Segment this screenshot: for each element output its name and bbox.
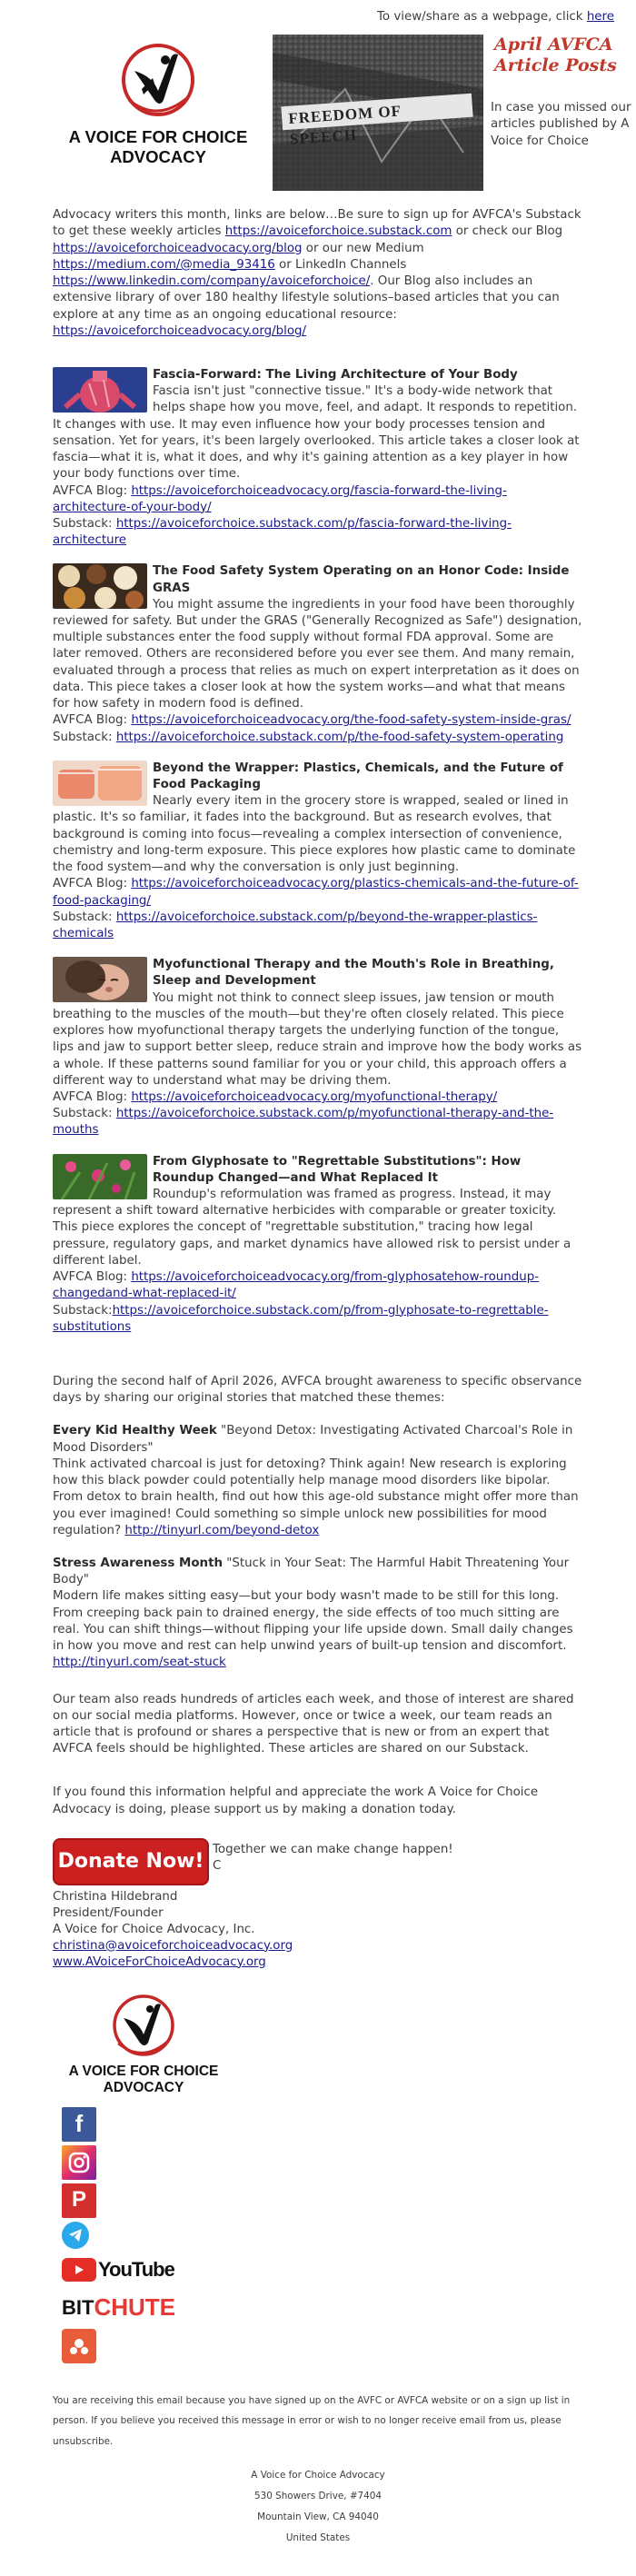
social-paragraph: Our team also reads hundreds of articles each week, and those of interest are shared on our social media platforms. However, once or twice a week, our team reads an article that is profound or shares a perspective that is new or from an expert that AVFCA feels should be highlighted. These articles are shared on our Substack. — [53, 1692, 574, 1756]
bitchute-prefix: BIT — [62, 2295, 94, 2319]
bitchute-label: CHUTE — [94, 2293, 176, 2321]
theme-body: Modern life makes sitting easy—but your body wasn't made to be still for this long. From creeping back pain to drained energy, the side effects of too much sitting are real. You can shift things—without flipping your life upside down. Small daily changes in how you move and rest can help unwind years of built-up tension and discomfort. — [53, 1589, 573, 1654]
article-item — [53, 563, 583, 745]
article-substack-link[interactable]: https://avoiceforchoice.substack.com/p/fascia-forward-the-living-architecture — [53, 516, 512, 548]
donate-now-button[interactable]: Donate Now! — [53, 1838, 209, 1885]
article-item — [53, 957, 583, 1139]
food-bowls-icon — [53, 563, 147, 609]
article-item — [53, 761, 583, 942]
article-blog-line: AVFCA Blog: https://avoiceforchoiceadvocacy.org/the-food-safety-system-inside-gras/ — [53, 713, 571, 728]
blog-library-link[interactable]: https://avoiceforchoiceadvocacy.org/blog/ — [53, 323, 307, 338]
signature-org: A Voice for Choice Advocacy, Inc. — [53, 1922, 255, 1936]
linkedin-link[interactable]: https://www.linkedin.com/company/avoiceforchoice/ — [53, 274, 371, 289]
article-blog-link[interactable]: https://avoiceforchoiceadvocacy.org/plastics-chemicals-and-the-future-of-food-packaging/ — [53, 877, 579, 908]
theme-item — [53, 1423, 583, 1539]
hero-section — [53, 35, 631, 207]
theme-link[interactable]: http://tinyurl.com/seat-stuck — [53, 1656, 226, 1670]
signature-role: President/Founder — [53, 1905, 164, 1920]
article-title: Beyond the Wrapper: Plastics, Chemicals, and the Future of Food Packaging — [153, 761, 563, 791]
article-substack-link[interactable]: https://avoiceforchoice.substack.com/p/beyond-the-wrapper-plastics-chemicals — [53, 910, 538, 940]
article-body: Nearly every item in the grocery store is wrapped, sealed or lined in plastic. It's so familiar, it fades into the background. But as research evolves, that background is coming into focus—revealing a complex intersection of convenience, chemistry and long-term exposure. This piece explores how plastic came to dominate the food system—and why the conversation is only just beginning. — [53, 794, 576, 875]
view-webpage-text: To view/share as a webpage, click — [377, 10, 587, 24]
signature-site-link[interactable]: www.AVoiceForChoiceAdvocacy.org — [53, 1954, 266, 1969]
article-substack-line: Substack: https://avoiceforchoice.substack.com/p/fascia-forward-the-living-architecture — [53, 516, 512, 548]
donate-row — [53, 1838, 583, 1889]
gab-icon[interactable] — [62, 2329, 96, 2363]
article-body: Fascia isn't just "connective tissue." It's a body-wide network that helps shape how you move, feel, and adapt. It responds to repetition. It changes with use. It may even influence how your body processes tension and sensation. Yet for years, it's been largely overlooked. This article takes a closer look at fascia—what it is, what it does, and why it's gaining attention as a key player in how your body functions over time. — [53, 384, 580, 482]
article-blog-link[interactable]: https://avoiceforchoiceadvocacy.org/fascia-forward-the-living-architecture-of-your-body/ — [53, 483, 507, 514]
social-links — [62, 2107, 583, 2363]
blog-link[interactable]: https://avoiceforchoiceadvocacy.org/blog — [53, 241, 303, 255]
substack-link[interactable]: https://avoiceforchoice.substack.com — [224, 224, 452, 239]
flowers-icon — [53, 1154, 147, 1199]
theme-name: Every Kid Healthy Week — [53, 1424, 217, 1438]
article-body: You might assume the ingredients in your food have been thoroughly reviewed for safety. But under the GRAS ("Generally Recognized as Safe") designation, multiple substances enter the food supply without formal FDA approval. Some are later removed. Others are reconsidered before you ever see them. And many remain, evaluated through a process that relies as much on expert interpretation as it does on data. This piece takes a closer look at how the system works—and what that means for how safety in modern food is defined. — [53, 597, 582, 711]
article-item — [53, 1154, 583, 1336]
parler-icon[interactable]: P — [62, 2183, 96, 2218]
youtube-label: YouTube — [98, 2257, 174, 2281]
fascia-anatomy-icon — [53, 367, 147, 413]
wrapped-food-icon — [53, 761, 147, 806]
theme-body: Think activated charcoal is just for detoxing? Think again! New research is exploring how this black powder could potentially help manage mood disorders like bipolar. From detox to brain health, find out how this age-old substance might offer more than you ever imagined! Could something so simple unlock new possibilities for mood regulation? — [53, 1457, 579, 1537]
footer-notice: You are receiving this email because you have signed up on the AVFC or AVFCA website or on a sign up list in person. If you believe you received this message in error or wish to no longer receive email from us, please unsubscribe. — [53, 2394, 571, 2448]
theme-story-title: "Stuck in Your Seat: The Harmful Habit Threatening Your Body" — [53, 1556, 570, 1587]
article-substack-line: Substack: https://avoiceforchoice.substack.com/p/the-food-safety-system-operating — [53, 730, 564, 744]
article-blog-link[interactable]: https://avoiceforchoiceadvocacy.org/myofunctional-therapy/ — [131, 1089, 498, 1104]
youtube-link[interactable] — [62, 2253, 583, 2287]
themes-intro: During the second half of April 2026, AVFCA brought awareness to specific observance days by sharing our original stories that matched these themes: — [53, 1375, 582, 1406]
article-substack-line: Substack: https://avoiceforchoice.substack.com/p/beyond-the-wrapper-plastics-chemicals — [53, 910, 538, 940]
instagram-icon[interactable] — [62, 2145, 96, 2180]
logo-line-2: ADVOCACY — [110, 147, 206, 167]
youtube-icon — [62, 2258, 96, 2282]
avfca-logo — [53, 36, 263, 173]
footer-logo-line-1: A VOICE FOR CHOICE — [68, 2063, 219, 2079]
page-title: April AVFCA Article Posts — [494, 35, 617, 76]
article-blog-line: AVFCA Blog: https://avoiceforchoiceadvocacy.org/from-glyphosatehow-roundup-changedand-what-replaced-it/ — [53, 1270, 540, 1301]
theme-story-title: "Beyond Detox: Investigating Activated Charcoal's Role in Mood Disorders" — [53, 1424, 573, 1455]
article-title: From Glyphosate to "Regrettable Substitutions": How Roundup Changed—and What Replaced It — [153, 1154, 522, 1185]
theme-item — [53, 1556, 583, 1672]
article-title: Myofunctional Therapy and the Mouth's Role in Breathing, Sleep and Development — [153, 958, 554, 989]
article-blog-line: AVFCA Blog: https://avoiceforchoiceadvocacy.org/plastics-chemicals-and-the-future-of-food-packaging/ — [53, 877, 579, 908]
article-substack-line: Substack: https://avoiceforchoice.substack.com/p/myofunctional-therapy-and-the-mouths — [53, 1107, 554, 1138]
footer-logo — [53, 1991, 234, 2098]
facebook-icon[interactable]: f — [62, 2107, 96, 2142]
donate-text: Together we can make change happen! C — [213, 1842, 453, 1874]
theme-name: Stress Awareness Month — [53, 1556, 223, 1570]
article-body: You might not think to connect sleep issues, jaw tension or mouth breathing to the muscles of the mouth—but they're often closely related. This piece explores how myofunctional therapy targets the underlying function of the tongue, lips and jaw to support better sleep, reduce strain and improve how the body works as a whole. If these patterns sound familiar for you or your child, this approach offers a different way to understand what may be driving them. — [53, 990, 582, 1088]
support-paragraph: If you found this information helpful and appreciate the work A Voice for Choice Advocacy is doing, please support us by making a donation today. — [53, 1785, 539, 1816]
article-substack-link[interactable]: https://avoiceforchoice.substack.com/p/the-food-safety-system-operating — [115, 730, 564, 744]
article-blog-line: AVFCA Blog: https://avoiceforchoiceadvocacy.org/fascia-forward-the-living-architecture-of-your-body/ — [53, 483, 507, 514]
medium-link[interactable]: https://medium.com/@media_93416 — [53, 257, 275, 272]
article-substack-link[interactable]: https://avoiceforchoice.substack.com/p/from-glyphosate-to-regrettable-substitutions — [53, 1303, 549, 1334]
view-webpage-line — [0, 0, 636, 25]
sleeping-child-icon — [53, 957, 147, 1002]
photo-caption: FREEDOM OF SPEECH — [287, 102, 402, 149]
freedom-of-speech-photo — [273, 35, 483, 191]
article-blog-link[interactable]: https://avoiceforchoiceadvocacy.org/from-glyphosatehow-roundup-changedand-what-replaced-it/ — [53, 1270, 540, 1301]
intro-paragraph: Advocacy writers this month, links are below…Be sure to sign up for AVFCA's Substack to get these weekly articles https://avoiceforchoice.substack.com or check our Blog https://avoiceforchoiceadvocacy.org/blog or our new Medium https://medium.com/@media_93416 or LinkedIn Channels https://www.linkedin.com/company/avoiceforchoice/. Our Blog also includes an extensive library of over 180 healthy lifestyle solutions–based articles that you can explore at any time as an ongoing educational resource: https://avoiceforchoiceadvocacy.org/blog/ — [53, 208, 581, 338]
article-title: Fascia-Forward: The Living Architecture of Your Body — [153, 367, 518, 382]
telegram-icon[interactable] — [62, 2222, 89, 2249]
intro-side-text: In case you missed our articles published by A Voice for Choice — [491, 101, 631, 148]
signature-email-link[interactable]: christina@avoiceforchoiceadvocacy.org — [53, 1938, 293, 1953]
logo-line-1: A VOICE FOR CHOICE — [68, 127, 248, 147]
signature-name: Christina Hildebrand — [53, 1889, 178, 1904]
theme-link[interactable]: http://tinyurl.com/beyond-detox — [124, 1523, 320, 1537]
article-item — [53, 367, 583, 549]
footer-logo-icon — [53, 1991, 234, 2064]
article-body: Roundup's reformulation was framed as progress. Instead, it may represent a shift toward alternative herbicides with comparable or greater toxicity. This piece explores the concept of "regrettable substitution," tracing how legal pressure, regulatory gaps, and market dynamics have allowed risk to persist under a different label. — [53, 1188, 571, 1268]
article-title: The Food Safety System Operating on an Honor Code: Inside GRAS — [153, 564, 570, 595]
article-blog-link[interactable]: https://avoiceforchoiceadvocacy.org/the-food-safety-system-inside-gras/ — [131, 713, 571, 728]
article-substack-link[interactable]: https://avoiceforchoice.substack.com/p/myofunctional-therapy-and-the-mouths — [53, 1107, 554, 1138]
footer-logo-line-2: ADVOCACY — [103, 2080, 184, 2096]
bitchute-link[interactable] — [62, 2291, 583, 2325]
article-substack-line: Substack:https://avoiceforchoice.substack.com/p/from-glyphosate-to-regrettable-substitutions — [53, 1303, 549, 1334]
signature-block — [53, 1889, 583, 1971]
footer-address: A Voice for Choice Advocacy 530 Showers Drive, #7404 Mountain View, CA 94040 United States — [251, 2470, 385, 2543]
view-webpage-link[interactable]: here — [586, 10, 614, 24]
article-blog-line: AVFCA Blog: https://avoiceforchoiceadvocacy.org/myofunctional-therapy/ — [53, 1089, 498, 1104]
